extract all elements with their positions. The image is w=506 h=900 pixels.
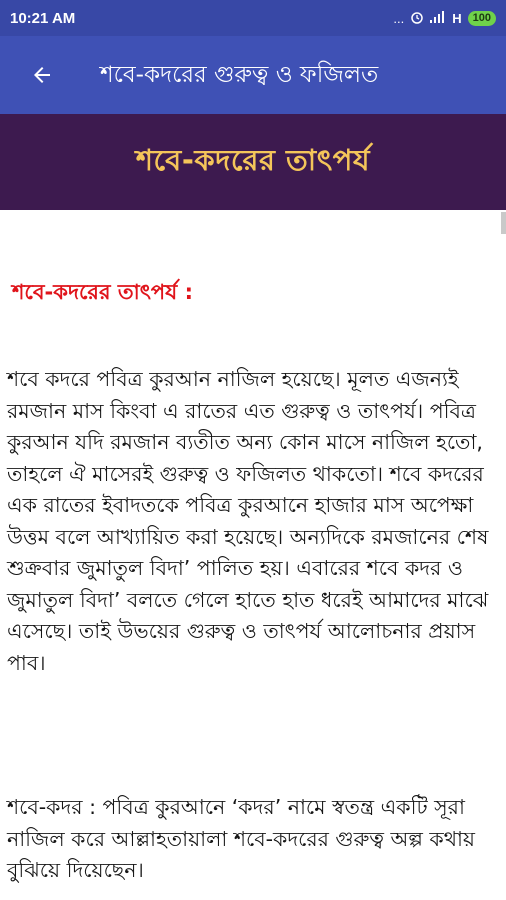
banner	[0, 114, 506, 210]
status-time: 10:21 AM	[10, 9, 76, 27]
article-content	[0, 210, 506, 900]
signal-icon	[430, 11, 446, 26]
alarm-icon	[410, 10, 424, 27]
article-paragraph: শবে কদরে পবিত্র কুরআন নাজিল হয়েছে। মূলত এজন্যই রমজান মাস কিংবা এ রাতের এত গুরুত্ব ও তাৎপর্য। পবিত্র কুরআন যদি রমজান ব্যতীত অন্য কোন মাসে নাজিল হতো, তাহলে ঐ মাসেরই গুরুত্ব ও ফজিলত থাকতো। শবে কদরের এক রাতের ইবাদতকে পবিত্র কুরআনে হাজার মাস অপেক্ষা উত্তম বলে আখ্যায়িত করা হয়েছে। অন্যদিকে রমজানের শেষ শুক্রবার জুমাতুল বিদা’ পালিত হয়। এবারের শবে কদর ও জুমাতুল বিদা’ বলতে গেলে হাতে হাত ধরেই আমাদের মাঝে এসেছে। তাই উভয়ের গুরুত্ব ও তাৎপর্য আলোচনার প্রয়াস পাব।	[7, 367, 489, 675]
status-icons	[393, 10, 496, 27]
section-heading: শবে-কদরের তাৎপর্য :	[12, 280, 193, 304]
more-dots-icon: ...	[393, 10, 405, 26]
article-paragraph: শবে-কদর : পবিত্র কুরআনে ‘কদর’ নামে স্বতন্ত্র একটি সূরা নাজিল করে আল্লাহতায়ালা শবে-কদরের গুরুত্ব অল্প কথায় বুঝিয়ে দিয়েছেন।	[7, 795, 475, 882]
status-bar	[0, 0, 506, 36]
battery-icon: 100	[468, 11, 496, 26]
back-button[interactable]	[24, 57, 60, 93]
banner-title: শবে-কদরের তাৎপর্য	[135, 142, 371, 177]
app-bar	[0, 36, 506, 114]
arrow-back-icon	[30, 63, 54, 87]
page-title: শবে-কদরের গুরুত্ব ও ফজিলত	[100, 61, 379, 88]
network-type-label: H	[452, 10, 462, 26]
